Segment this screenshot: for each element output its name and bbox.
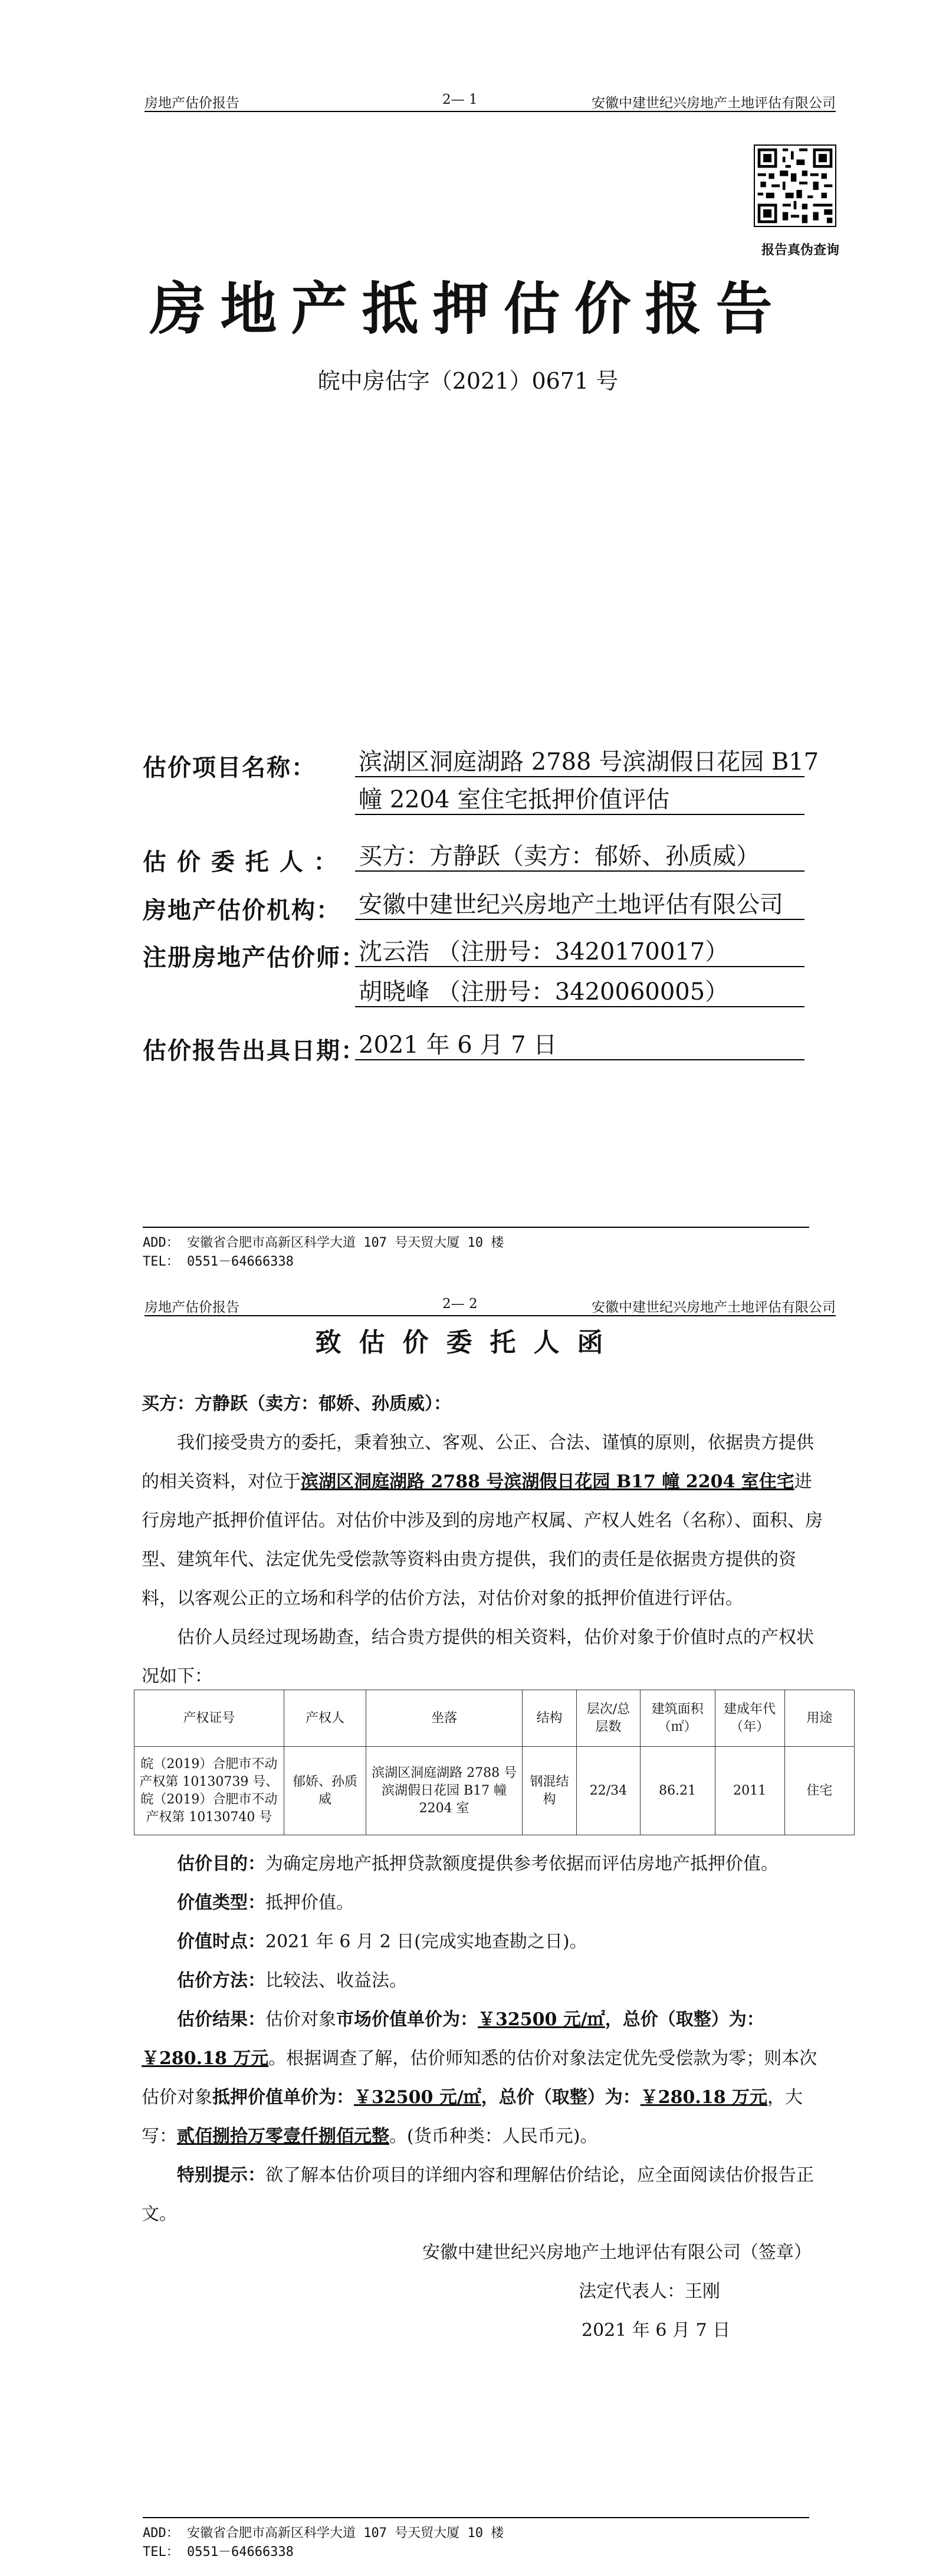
letter-title: 致估价委托人函 (315, 1328, 621, 1358)
amount-in-words: 贰佰捌拾万零壹仟捌佰元整 (177, 2126, 389, 2147)
result-text-g: 抵押价值单价为： (212, 2087, 354, 2108)
issue-date-value: 2021 年 6 月 7 日 (355, 1030, 804, 1060)
col-area: 建筑面积（㎡） (640, 1690, 715, 1747)
page-header (144, 1293, 836, 1316)
paragraph-inspection: 估价人员经过现场勘查，结合贵方提供的相关资料，估价对象于价值时点的产权状况如下： (142, 1627, 814, 1687)
date-line (142, 1923, 825, 1961)
result-text-b: 市场价值单价为： (336, 2009, 478, 2030)
result-label: 估价结果： (177, 2009, 265, 2030)
mortgage-total-price: ￥280.18 万元 (640, 2087, 768, 2108)
method-line (142, 1961, 825, 2000)
cover-page (0, 0, 936, 1286)
mortgage-unit-price: ￥32500 元/㎡ (354, 2087, 481, 2108)
special-label: 特别提示： (177, 2165, 265, 2186)
header-company: 安徽中建世纪兴房地产土地评估有限公司 (592, 96, 836, 111)
header-company: 安徽中建世纪兴房地产土地评估有限公司 (592, 1300, 836, 1315)
signature-date: 2021 年 6 月 7 日 (582, 2320, 731, 2341)
table-row (134, 1747, 855, 1835)
cell-structure: 钢混结构 (522, 1747, 576, 1835)
letter-body-top (142, 1385, 825, 1696)
col-year: 建成年代（年） (715, 1690, 784, 1747)
salutation: 买方：方静跃（卖方：郁娇、孙质威）： (142, 1394, 451, 1414)
purpose-value: 为确定房地产抵押贷款额度提供参考依据而评估房地产抵押价值。 (265, 1854, 779, 1874)
col-owner: 产权人 (284, 1690, 366, 1747)
market-unit-price: ￥32500 元/㎡ (478, 2009, 605, 2030)
cell-location: 滨湖区洞庭湖路 2788 号滨湖假日花园 B17 幢 2204 室 (366, 1747, 522, 1835)
cell-floor: 22/34 (577, 1747, 640, 1835)
header-report-name: 房地产估价报告 (144, 96, 239, 111)
col-location: 坐落 (366, 1690, 522, 1747)
col-cert-no: 产权证号 (134, 1690, 284, 1747)
purpose-label: 估价目的： (177, 1854, 265, 1874)
col-usage: 用途 (784, 1690, 854, 1747)
qr-code-icon[interactable] (754, 144, 836, 227)
project-name-line1: 滨湖区洞庭湖路 2788 号滨湖假日花园 B17 (355, 747, 804, 777)
agency-label: 房地产估价机构： (143, 896, 341, 924)
appraiser-1: 沈云浩 （注册号：3420170017） (355, 937, 804, 967)
paragraph-commission (142, 1424, 825, 1618)
report-number: 皖中房估字（2021）0671 号 (317, 368, 619, 394)
cell-cert-no: 皖（2019）合肥市不动产权第 10130739 号、皖（2019）合肥市不动产权第 10130740 号 (134, 1747, 284, 1835)
result-text-a: 估价对象 (265, 2009, 336, 2030)
qr-caption: 报告真伪查询 (761, 243, 839, 258)
result-text-k: ，大写： (142, 2087, 803, 2147)
result-text-m: 。(货币种类：人民币元)。 (389, 2126, 598, 2147)
para1-text-c: 进行房地产抵押价值评估。对估价中涉及到的房地产权属、产权人姓名（名称）、面积、房型、建筑年代、法定优先受偿款等资料由贵方提供，我们的责任是依据贵方提供的资料，以客观公正的立场和科学的估价方法，对估价对象的抵押价值进行评估。 (142, 1471, 823, 1609)
page-header (144, 88, 836, 112)
footer-tel: TEL： 0551－64666338 (143, 2545, 294, 2559)
project-name-line2: 幢 2204 室住宅抵押价值评估 (355, 784, 804, 815)
result-text-f: 。根据调查了解，估价师知悉的估价对象法定优先受偿款为零；则本次估价对象 (142, 2048, 817, 2108)
cell-usage: 住宅 (784, 1747, 854, 1835)
footer-divider (143, 1227, 809, 1228)
header-page-number: 2— 2 (442, 1296, 478, 1312)
cell-year: 2011 (715, 1747, 784, 1835)
date-value: 2021 年 6 月 2 日(完成实地查勘之日)。 (265, 1931, 587, 1952)
property-table (134, 1690, 855, 1835)
special-value: 欲了解本估价项目的详细内容和理解估价结论，应全面阅读估价报告正文。 (142, 2165, 814, 2225)
cell-owner: 郁娇、孙质威 (284, 1747, 366, 1835)
method-value: 比较法、收益法。 (265, 1970, 407, 1991)
para1-text-a: 我们接受贵方的委托，秉着独立、客观、公正、合法、谨慎的原则，依据贵方提供的相关资料，对位于 (142, 1432, 814, 1492)
legal-representative: 法定代表人：王刚 (579, 2281, 720, 2302)
appraiser-label: 注册房地产估价师： (143, 944, 366, 971)
col-floor: 层次/总层数 (577, 1690, 640, 1747)
type-value: 抵押价值。 (265, 1892, 354, 1913)
result-text-d: ，总价（取整）为： (605, 2009, 764, 2030)
project-name-label: 估价项目名称： (143, 754, 316, 781)
type-line (142, 1884, 825, 1923)
purpose-line (142, 1845, 825, 1884)
footer-tel: TEL： 0551－64666338 (143, 1254, 294, 1269)
col-structure: 结构 (522, 1690, 576, 1747)
report-title: 房地产抵押估价报告 (149, 275, 787, 342)
result-paragraph (142, 2000, 825, 2156)
signature-company: 安徽中建世纪兴房地产土地评估有限公司（签章） (422, 2242, 812, 2263)
cell-area: 86.21 (640, 1747, 715, 1835)
qr-code-graphic (755, 146, 835, 226)
method-label: 估价方法： (177, 1970, 265, 1991)
date-label: 价值时点： (177, 1931, 265, 1952)
issue-date-label: 估价报告出具日期： (143, 1037, 366, 1064)
client-label: 估 价 委 托 人 ： (143, 848, 339, 876)
page-footer (143, 1234, 818, 1271)
agency-value: 安徽中建世纪兴房地产土地评估有限公司 (355, 889, 804, 920)
appraiser-2: 胡晓峰 （注册号：3420060005） (355, 977, 804, 1007)
result-text-i: ，总价（取整）为： (481, 2087, 641, 2108)
footer-address: ADD： 安徽省合肥市高新区科学大道 107 号天贸大厦 10 楼 (143, 1236, 504, 1250)
property-address: 滨湖区洞庭湖路 2788 号滨湖假日花园 B17 幢 2204 室住宅 (301, 1471, 794, 1492)
letter-page (0, 1286, 936, 2576)
table-header-row (134, 1690, 855, 1747)
letter-body-bottom (142, 1845, 825, 2234)
type-label: 价值类型： (177, 1892, 265, 1913)
page-footer (143, 2524, 818, 2562)
footer-address: ADD： 安徽省合肥市高新区科学大道 107 号天贸大厦 10 楼 (143, 2526, 504, 2541)
market-total-price: ￥280.18 万元 (142, 2048, 269, 2069)
special-note (142, 2156, 825, 2234)
header-report-name: 房地产估价报告 (144, 1300, 239, 1315)
header-page-number: 2— 1 (442, 92, 478, 107)
client-value: 买方：方静跃（卖方：郁娇、孙质威） (355, 841, 804, 872)
footer-divider (143, 2517, 809, 2518)
